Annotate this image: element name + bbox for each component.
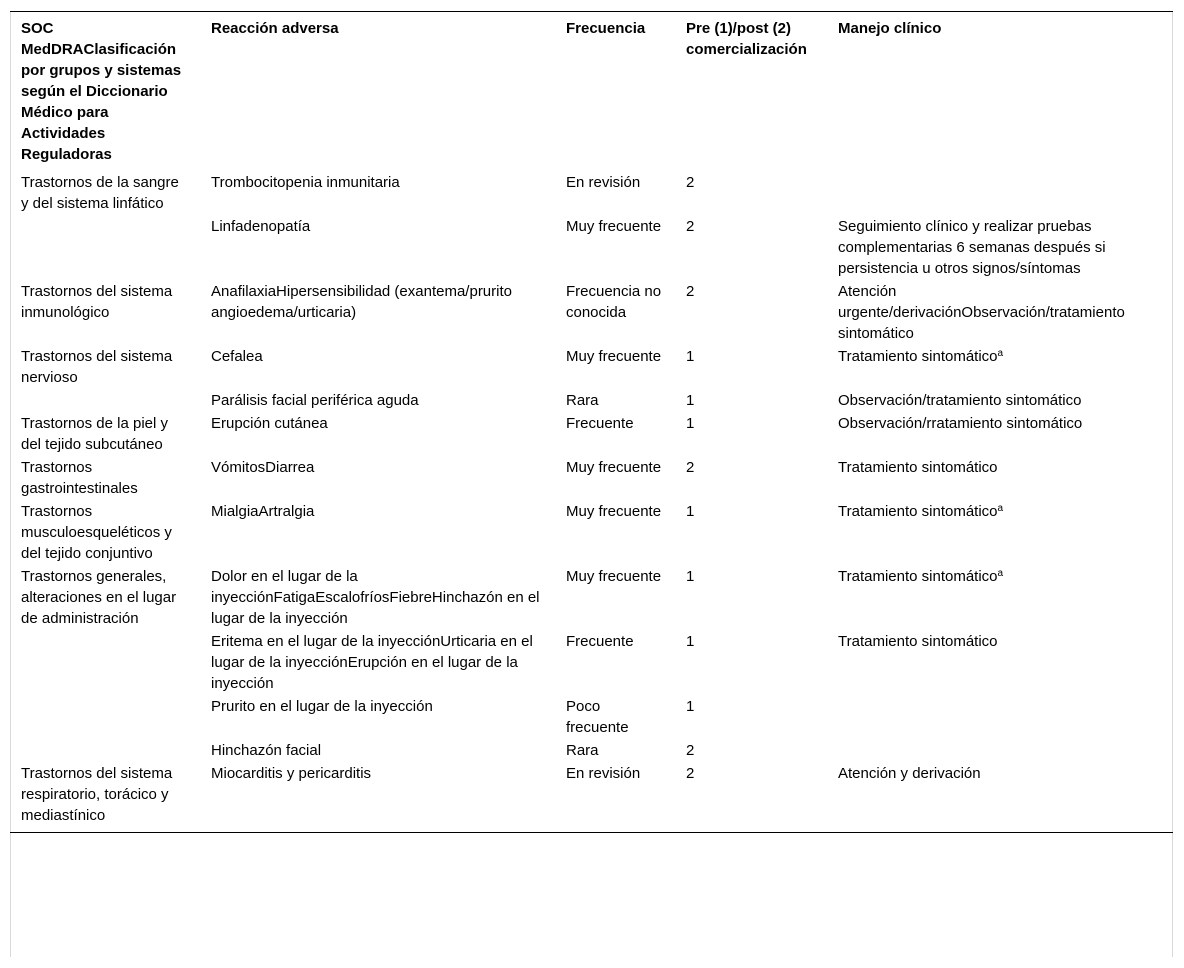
cell-frequency [555,565,675,630]
cell-frequency [555,215,675,280]
cell-frequency [555,345,675,389]
cell-reaction-text: Prurito en el lugar de la inyección [211,698,433,715]
cell-frequency-text: Muy frecuente [566,568,662,585]
table-row [10,215,1173,280]
cell-frequency-text: Frecuente [566,633,634,650]
cell-phase [675,389,827,412]
cell-reaction-text: VómitosDiarrea [211,459,315,476]
table-row [10,412,1173,456]
cell-soc-text: Trastornos de la sangre y del sistema linfático [21,174,179,212]
cell-reaction [200,500,555,565]
table-row [10,762,1173,833]
footnote-marker: a [997,348,1004,359]
cell-phase-text: 1 [686,415,695,432]
table-row [10,565,1173,630]
cell-phase [675,630,827,695]
cell-soc [10,500,200,565]
cell-management [827,739,1173,762]
cell-soc-text: Trastornos generales, alteraciones en el lugar de administración [21,568,177,627]
cell-reaction-text: Eritema en el lugar de la inyecciónUrticaria en el lugar de la inyecciónErupción en el lugar de la inyección [211,633,533,692]
cell-frequency [555,762,675,833]
cell-reaction [200,565,555,630]
cell-reaction-text: Miocarditis y pericarditis [211,765,372,782]
cell-frequency-text: Muy frecuente [566,459,662,476]
cell-reaction-text: Dolor en el lugar de la inyecciónFatigaEscalofríosFiebreHinchazón en el lugar de la inyección [211,568,540,627]
cell-soc [10,739,200,762]
cell-phase-text: 1 [686,633,695,650]
cell-reaction-text: Parálisis facial periférica aguda [211,392,419,409]
table-row [10,456,1173,500]
cell-reaction [200,389,555,412]
cell-reaction [200,762,555,833]
cell-reaction [200,630,555,695]
cell-management-text: Observación/tratamiento sintomático [838,392,1082,409]
cell-management [827,280,1173,345]
cell-management-text: Tratamiento sintomático [838,459,998,476]
cell-phase-text: 2 [686,459,695,476]
cell-frequency [555,171,675,215]
cell-phase [675,171,827,215]
table-row [10,389,1173,412]
cell-frequency-text: Rara [566,742,599,759]
header-soc: SOC MedDRAClasificación por grupos y sistemas según el Diccionario Médico para Actividades Reguladoras [21,20,182,163]
cell-phase [675,412,827,456]
cell-soc [10,412,200,456]
cell-phase-text: 1 [686,568,695,585]
table-row [10,500,1173,565]
cell-management [827,500,1173,565]
cell-frequency [555,500,675,565]
cell-management [827,762,1173,833]
cell-phase-text: 2 [686,174,695,191]
table-row [10,695,1173,739]
footnote-marker: a [997,503,1004,514]
cell-reaction [200,739,555,762]
cell-reaction [200,695,555,739]
cell-management-text: Tratamiento sintomático [838,633,998,650]
cell-soc-text: Trastornos del sistema nervioso [21,348,173,386]
cell-phase [675,695,827,739]
cell-management [827,695,1173,739]
cell-management [827,389,1173,412]
cell-soc [10,695,200,739]
cell-phase-text: 2 [686,283,695,300]
cell-soc-text: Trastornos gastrointestinales [21,459,138,497]
cell-phase [675,739,827,762]
cell-soc [10,171,200,215]
cell-reaction-text: Trombocitopenia inmunitaria [211,174,400,191]
cell-management-text: Atención urgente/derivaciónObservación/tratamiento sintomático [838,283,1125,342]
cell-reaction-text: Hinchazón facial [211,742,322,759]
cell-management-text: Observación/rratamiento sintomático [838,415,1083,432]
cell-frequency-text: Muy frecuente [566,348,662,365]
cell-phase-text: 2 [686,218,695,235]
header-management: Manejo clínico [838,20,942,37]
cell-reaction [200,412,555,456]
cell-frequency [555,280,675,345]
adverse-reactions-table [10,11,1173,833]
cell-management-text: Tratamiento sintomático [838,503,998,520]
cell-phase-text: 2 [686,765,695,782]
cell-management [827,171,1173,215]
cell-management [827,630,1173,695]
cell-frequency [555,456,675,500]
adverse-reactions-table-container [10,11,1173,833]
header-reaction: Reacción adversa [211,20,339,37]
cell-frequency-text: Rara [566,392,599,409]
cell-reaction [200,280,555,345]
table-row [10,345,1173,389]
cell-soc [10,215,200,280]
cell-soc-text: Trastornos del sistema inmunológico [21,283,173,321]
header-row [10,12,1173,172]
table-row [10,171,1173,215]
cell-soc [10,345,200,389]
cell-frequency [555,412,675,456]
cell-soc-text: Trastornos musculoesqueléticos y del tejido conjuntivo [21,503,172,562]
cell-reaction [200,215,555,280]
cell-soc-text: Trastornos de la piel y del tejido subcutáneo [21,415,169,453]
cell-management [827,456,1173,500]
cell-frequency-text: Frecuente [566,415,634,432]
cell-management [827,412,1173,456]
footnote-marker: a [997,568,1004,579]
cell-frequency-text: Frecuencia no conocida [566,283,662,321]
cell-phase-text: 2 [686,742,695,759]
cell-reaction [200,456,555,500]
cell-reaction-text: Linfadenopatía [211,218,311,235]
table-row [10,739,1173,762]
cell-reaction-text: Cefalea [211,348,263,365]
cell-management-text: Seguimiento clínico y realizar pruebas complementarias 6 semanas después si persistencia u otros signos/síntomas [838,218,1106,277]
cell-frequency-text: En revisión [566,174,641,191]
cell-frequency-text: Poco frecuente [566,698,629,736]
cell-management-text: Tratamiento sintomático [838,568,998,585]
cell-phase-text: 1 [686,503,695,520]
cell-soc [10,630,200,695]
cell-frequency [555,695,675,739]
cell-phase-text: 1 [686,392,695,409]
cell-phase-text: 1 [686,348,695,365]
cell-frequency [555,739,675,762]
cell-management [827,215,1173,280]
cell-frequency-text: En revisión [566,765,641,782]
table-header [10,12,1173,172]
cell-soc [10,762,200,833]
cell-phase [675,280,827,345]
table-body [10,171,1173,833]
cell-frequency [555,630,675,695]
cell-management [827,565,1173,630]
cell-soc-text: Trastornos del sistema respiratorio, torácico y mediastínico [21,765,173,824]
cell-soc [10,456,200,500]
table-row [10,280,1173,345]
header-frequency: Frecuencia [566,20,646,37]
cell-frequency-text: Muy frecuente [566,218,662,235]
cell-reaction-text: MialgiaArtralgia [211,503,315,520]
cell-phase [675,215,827,280]
cell-phase [675,500,827,565]
cell-soc [10,280,200,345]
table-row [10,630,1173,695]
cell-phase [675,456,827,500]
cell-management-text: Atención y derivación [838,765,981,782]
cell-reaction [200,171,555,215]
cell-soc [10,389,200,412]
cell-phase [675,345,827,389]
cell-frequency [555,389,675,412]
cell-phase [675,762,827,833]
cell-soc [10,565,200,630]
cell-reaction-text: Erupción cutánea [211,415,328,432]
cell-frequency-text: Muy frecuente [566,503,662,520]
header-phase: Pre (1)/post (2) comercialización [686,20,807,58]
cell-phase [675,565,827,630]
cell-management-text: Tratamiento sintomático [838,348,998,365]
cell-reaction [200,345,555,389]
cell-reaction-text: AnafilaxiaHipersensibilidad (exantema/prurito angioedema/urticaria) [211,283,512,321]
cell-phase-text: 1 [686,698,695,715]
cell-management [827,345,1173,389]
